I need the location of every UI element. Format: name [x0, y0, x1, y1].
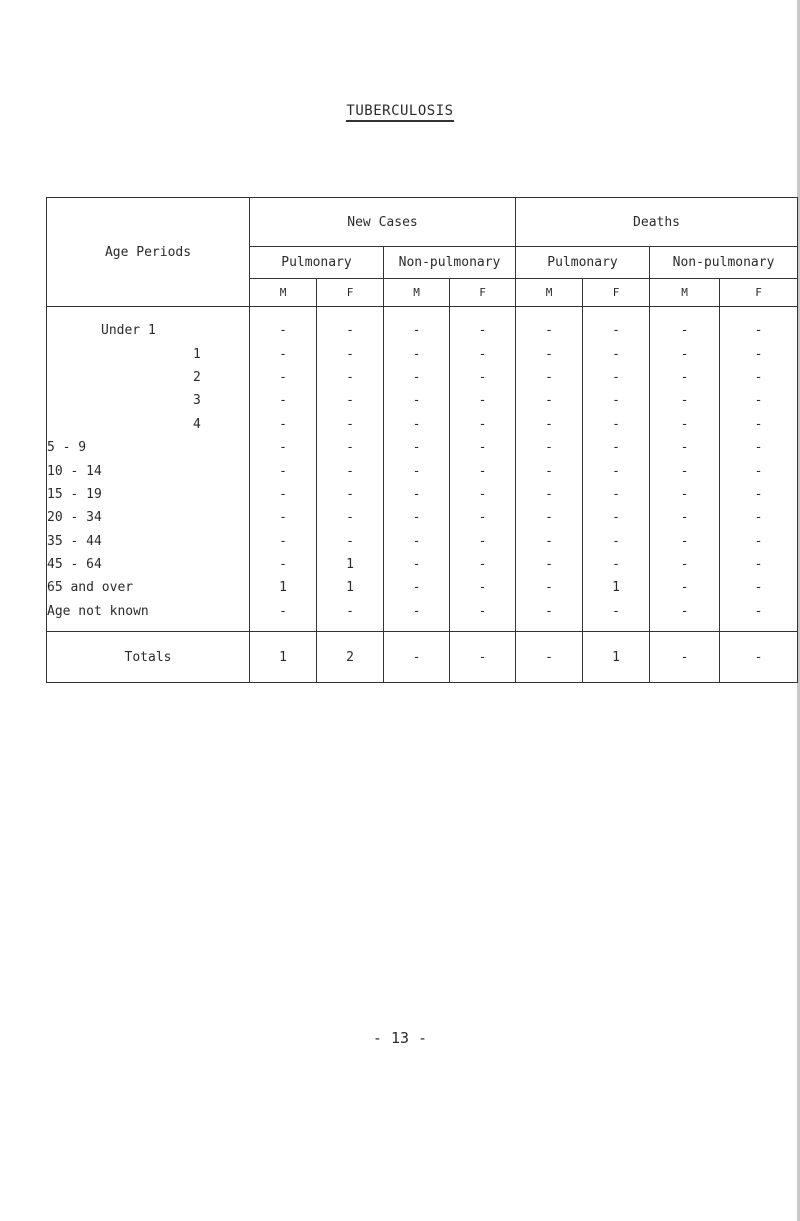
table-row: [47, 506, 798, 529]
totals-cell: 1: [583, 632, 650, 683]
table-cell: -: [317, 530, 384, 553]
table-cell: -: [450, 307, 516, 343]
sex-header: F: [450, 279, 516, 307]
table-cell: -: [516, 530, 583, 553]
page-title-text: TUBERCULOSIS: [346, 103, 453, 122]
new-cases-header: New Cases: [250, 198, 516, 247]
table-cell: -: [450, 506, 516, 529]
table-cell: -: [250, 413, 317, 436]
sex-header: F: [583, 279, 650, 307]
deaths-non-pulmonary-header: Non-pulmonary: [650, 247, 798, 279]
table-cell: -: [583, 307, 650, 343]
table-row: [47, 459, 798, 482]
table-cell: -: [384, 413, 450, 436]
age-period-label: 20 - 34: [47, 506, 250, 529]
totals-cell: -: [450, 632, 516, 683]
age-period-label: 5 - 9: [47, 436, 250, 459]
table-cell: -: [720, 553, 798, 576]
table-cell: -: [384, 483, 450, 506]
table-row: [47, 436, 798, 459]
table-cell: -: [516, 506, 583, 529]
table-cell: -: [720, 366, 798, 389]
table-cell: -: [650, 307, 720, 343]
table-cell: -: [516, 366, 583, 389]
table-cell: -: [720, 530, 798, 553]
table-cell: -: [720, 506, 798, 529]
table-row: [47, 366, 798, 389]
table-cell: -: [450, 389, 516, 412]
table-cell: -: [650, 553, 720, 576]
age-period-label: 35 - 44: [47, 530, 250, 553]
sex-header: M: [650, 279, 720, 307]
age-period-label: Age not known: [47, 600, 250, 632]
table-row: [47, 389, 798, 412]
table-cell: -: [384, 576, 450, 599]
table-cell: -: [583, 506, 650, 529]
table-cell: -: [650, 389, 720, 412]
table-cell: 1: [250, 576, 317, 599]
totals-row: [47, 632, 798, 683]
table-body: [47, 307, 798, 632]
age-period-label: 45 - 64: [47, 553, 250, 576]
table-cell: -: [720, 459, 798, 482]
table-cell: -: [650, 483, 720, 506]
sex-header: F: [720, 279, 798, 307]
table-cell: -: [516, 307, 583, 343]
table-cell: -: [720, 342, 798, 365]
table-cell: -: [450, 342, 516, 365]
table-cell: -: [384, 530, 450, 553]
table-cell: -: [317, 436, 384, 459]
age-period-label: Under 1: [47, 307, 250, 343]
page-number: - 13 -: [372, 1029, 428, 1047]
table-cell: 1: [583, 576, 650, 599]
table-cell: -: [516, 483, 583, 506]
table-row: [47, 600, 798, 632]
age-period-label: 4: [47, 413, 250, 436]
table-cell: -: [583, 436, 650, 459]
table-cell: -: [317, 483, 384, 506]
table-cell: -: [450, 459, 516, 482]
table-cell: 1: [317, 576, 384, 599]
tuberculosis-table: [46, 197, 798, 683]
sex-header: M: [516, 279, 583, 307]
table-cell: -: [650, 342, 720, 365]
table-cell: -: [384, 366, 450, 389]
table-cell: -: [250, 459, 317, 482]
table-cell: -: [250, 506, 317, 529]
age-period-label: 2: [47, 366, 250, 389]
header-row-top: [47, 198, 798, 247]
table-cell: -: [650, 366, 720, 389]
table-row: [47, 576, 798, 599]
age-period-label: 65 and over: [47, 576, 250, 599]
table-cell: -: [650, 506, 720, 529]
table-cell: -: [384, 307, 450, 343]
new-cases-non-pulmonary-header: Non-pulmonary: [384, 247, 516, 279]
table-cell: -: [720, 307, 798, 343]
table-cell: -: [516, 600, 583, 632]
page-title: [0, 103, 800, 119]
age-period-label: 1: [47, 342, 250, 365]
table-cell: -: [450, 483, 516, 506]
table-cell: -: [650, 600, 720, 632]
table-cell: -: [583, 483, 650, 506]
table-cell: -: [317, 366, 384, 389]
sex-header: M: [384, 279, 450, 307]
totals-cell: -: [720, 632, 798, 683]
table-cell: -: [384, 600, 450, 632]
table-cell: -: [250, 342, 317, 365]
table-cell: -: [650, 459, 720, 482]
table-cell: -: [317, 389, 384, 412]
table-cell: -: [516, 413, 583, 436]
table-row: [47, 530, 798, 553]
table-cell: 1: [317, 553, 384, 576]
table-cell: -: [583, 413, 650, 436]
table-cell: -: [317, 307, 384, 343]
table-cell: -: [384, 459, 450, 482]
age-period-label: 3: [47, 389, 250, 412]
sex-header: M: [250, 279, 317, 307]
table-row: [47, 483, 798, 506]
table-cell: -: [250, 483, 317, 506]
table-cell: -: [384, 389, 450, 412]
table-cell: -: [516, 436, 583, 459]
table-row: [47, 553, 798, 576]
table-cell: -: [250, 530, 317, 553]
table-cell: -: [583, 553, 650, 576]
table-row: [47, 342, 798, 365]
table-cell: -: [250, 553, 317, 576]
table-cell: -: [317, 413, 384, 436]
table-cell: -: [317, 342, 384, 365]
table-cell: -: [583, 389, 650, 412]
table-cell: -: [650, 576, 720, 599]
totals-cell: 1: [250, 632, 317, 683]
table-cell: -: [450, 530, 516, 553]
table-cell: -: [317, 459, 384, 482]
totals-cell: -: [516, 632, 583, 683]
deaths-pulmonary-header: Pulmonary: [516, 247, 650, 279]
totals-cell: -: [384, 632, 450, 683]
table-cell: -: [250, 366, 317, 389]
table-cell: -: [583, 366, 650, 389]
table-cell: -: [384, 342, 450, 365]
table-cell: -: [384, 506, 450, 529]
table-cell: -: [720, 436, 798, 459]
table-cell: -: [384, 553, 450, 576]
table-cell: -: [720, 413, 798, 436]
age-period-label: 10 - 14: [47, 459, 250, 482]
table-cell: -: [720, 483, 798, 506]
table-cell: -: [720, 389, 798, 412]
table-cell: -: [516, 553, 583, 576]
totals-cell: -: [650, 632, 720, 683]
table-row: [47, 307, 798, 343]
totals-label: Totals: [47, 632, 250, 683]
table-cell: -: [583, 530, 650, 553]
table-cell: -: [583, 459, 650, 482]
table-cell: -: [317, 600, 384, 632]
age-periods-header: Age Periods: [47, 198, 250, 307]
table-cell: -: [250, 600, 317, 632]
sex-header: F: [317, 279, 384, 307]
table-cell: -: [317, 506, 384, 529]
table-cell: -: [650, 413, 720, 436]
age-period-label: 15 - 19: [47, 483, 250, 506]
table-cell: -: [450, 576, 516, 599]
table-cell: -: [720, 600, 798, 632]
totals-cell: 2: [317, 632, 384, 683]
table-cell: -: [450, 600, 516, 632]
table-cell: -: [650, 436, 720, 459]
new-cases-pulmonary-header: Pulmonary: [250, 247, 384, 279]
table-cell: -: [450, 366, 516, 389]
table-row: [47, 413, 798, 436]
table-cell: -: [384, 436, 450, 459]
table-cell: -: [516, 389, 583, 412]
table-cell: -: [450, 413, 516, 436]
table-cell: -: [516, 576, 583, 599]
table-cell: -: [250, 436, 317, 459]
table-cell: -: [583, 342, 650, 365]
table-cell: -: [516, 342, 583, 365]
table-cell: -: [450, 436, 516, 459]
table-cell: -: [250, 307, 317, 343]
table-cell: -: [450, 553, 516, 576]
table-cell: -: [583, 600, 650, 632]
table-cell: -: [650, 530, 720, 553]
table-cell: -: [720, 576, 798, 599]
deaths-header: Deaths: [516, 198, 798, 247]
table-cell: -: [250, 389, 317, 412]
table-cell: -: [516, 459, 583, 482]
